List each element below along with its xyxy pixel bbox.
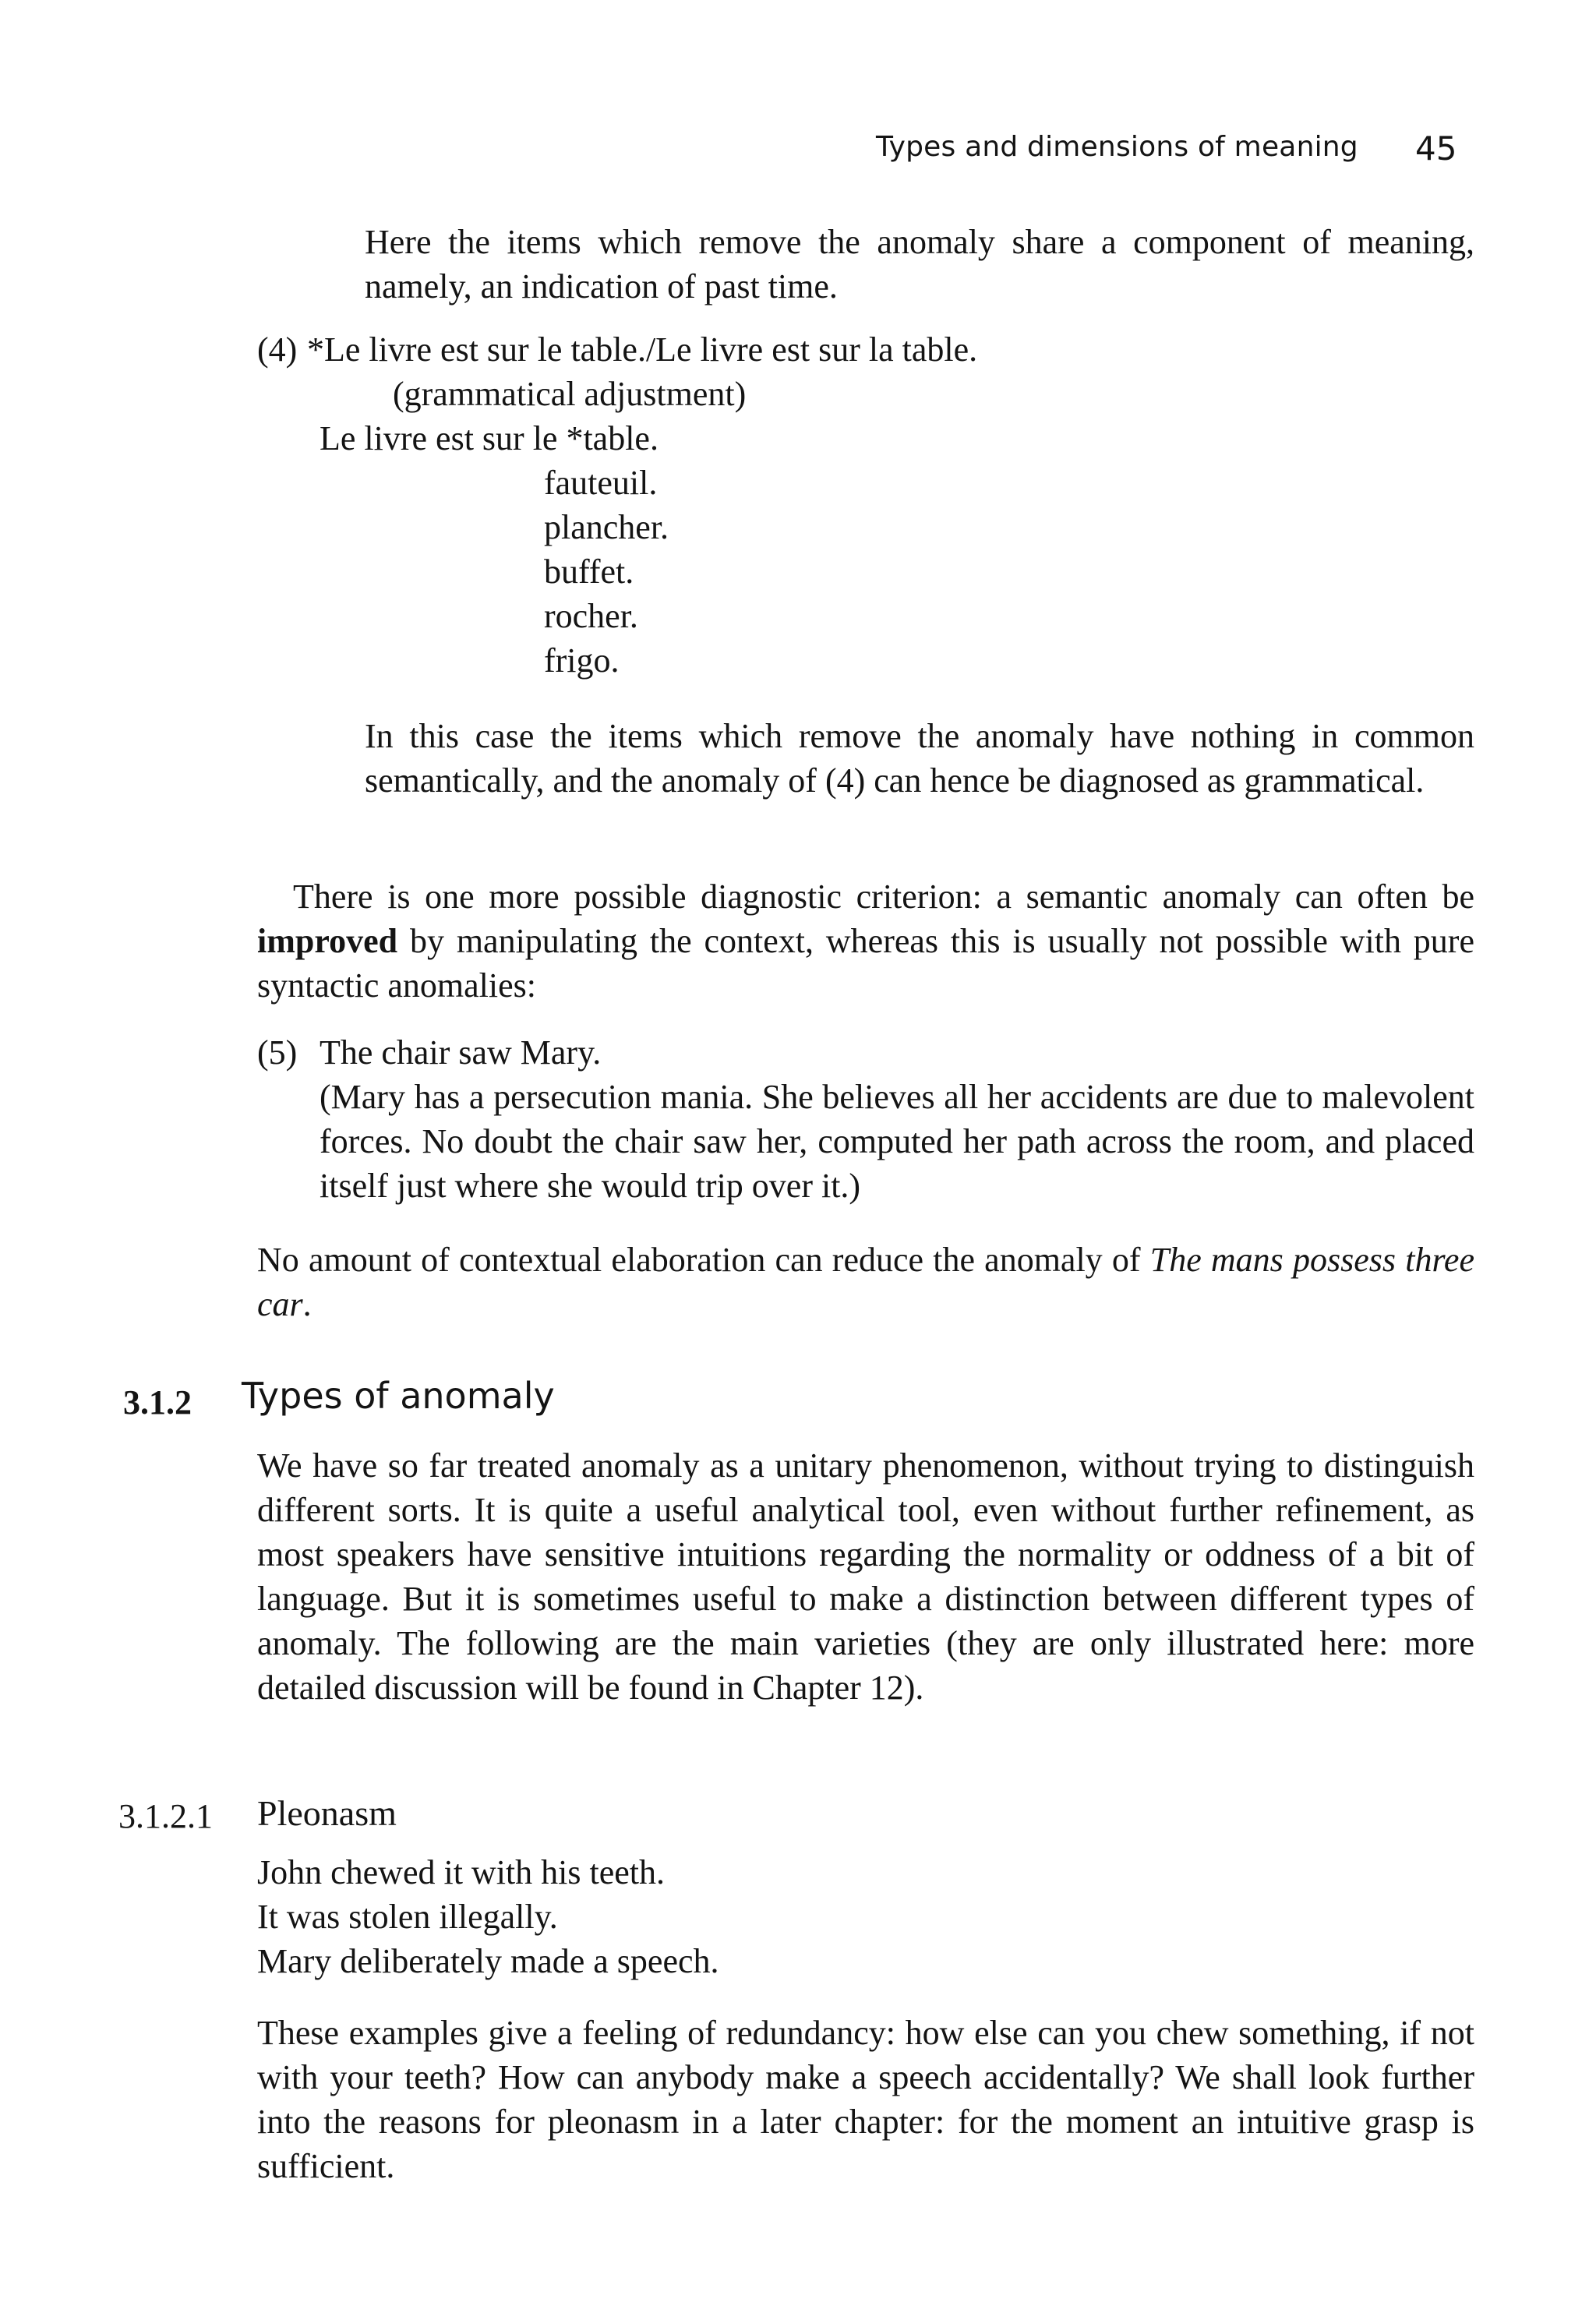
example-alternative: buffet. [544,553,634,591]
subsection-number: 3.1.2.1 [118,1797,213,1835]
criterion-text: There is one more possible diagnostic criterion: a semantic anomaly can often be [293,878,1474,916]
subsection-body: These examples give a feeling of redundancy: how else can you chew something, if not with your teeth? How can anybody make a speech accidentally? We shall look further into the reasons for pleonasm in a later chapter: for the moment an intuitive grasp is sufficient. [257,2014,1474,2185]
no-amount-text: . [302,1285,312,1323]
bold-term: improved [257,922,398,960]
italic-example: The mans possess three car [257,1241,1474,1323]
paragraph-no-amount [257,1238,1474,1326]
page-number: 45 [1415,129,1457,168]
example-alternative: fauteuil. [544,464,658,502]
pleonasm-example: John chewed it with his teeth. [257,1853,666,1891]
section-number: 3.1.2 [123,1383,192,1421]
paragraph-in-this-case: In this case the items which remove the anomaly have nothing in common semantically, and the anomaly of (4) can hence be diagnosed as grammatical. [365,717,1474,800]
example-number: (5) [257,1033,298,1072]
subsection-title: Pleonasm [257,1793,397,1833]
section-title: Types of anomaly [242,1375,555,1417]
section-body: We have so far treated anomaly as a unitary phenomenon, without trying to distinguish different sorts. It is quite a useful analytical tool, even without further refinement, as most speakers have sensitive intuitions regarding the normality or oddness of a bit of language. But it is sometimes useful to make a distinction between different types of anomaly. The following are the main varieties (they are only illustrated here: more detailed discussion will be found in Chapter 12). [257,1446,1474,1707]
example-alternative: plancher. [544,508,669,546]
pleonasm-example: It was stolen illegally. [257,1898,558,1936]
example-line: Le livre est sur le *table. [320,419,659,457]
example-line: (grammatical adjustment) [393,375,747,413]
example-alternative: frigo. [544,641,620,680]
example-line: *Le livre est sur le table./Le livre est sur la table. [307,330,978,369]
pleonasm-examples [257,1850,719,1983]
example-context: (Mary has a persecution mania. She believes all her accidents are due to malevolent forces. No doubt the chair saw her, computed her path across the room, and placed itself just where she would trip over it.) [320,1078,1474,1205]
running-header-title: Types and dimensions of meaning [876,131,1358,163]
example-sentence: The chair saw Mary. [320,1033,602,1072]
example-number: (4) [257,330,298,369]
paragraph-criterion [257,874,1474,1008]
no-amount-text: No amount of contextual elaboration can reduce the anomaly of [257,1241,1150,1279]
criterion-text: by manipulating the context, whereas this is usually not possible with pure syntactic anomalies: [257,922,1474,1005]
example-alternative: rocher. [544,597,638,635]
pleonasm-example: Mary deliberately made a speech. [257,1942,719,1980]
paragraph-past-time: Here the items which remove the anomaly share a component of meaning, namely, an indication of past time. [365,223,1474,305]
